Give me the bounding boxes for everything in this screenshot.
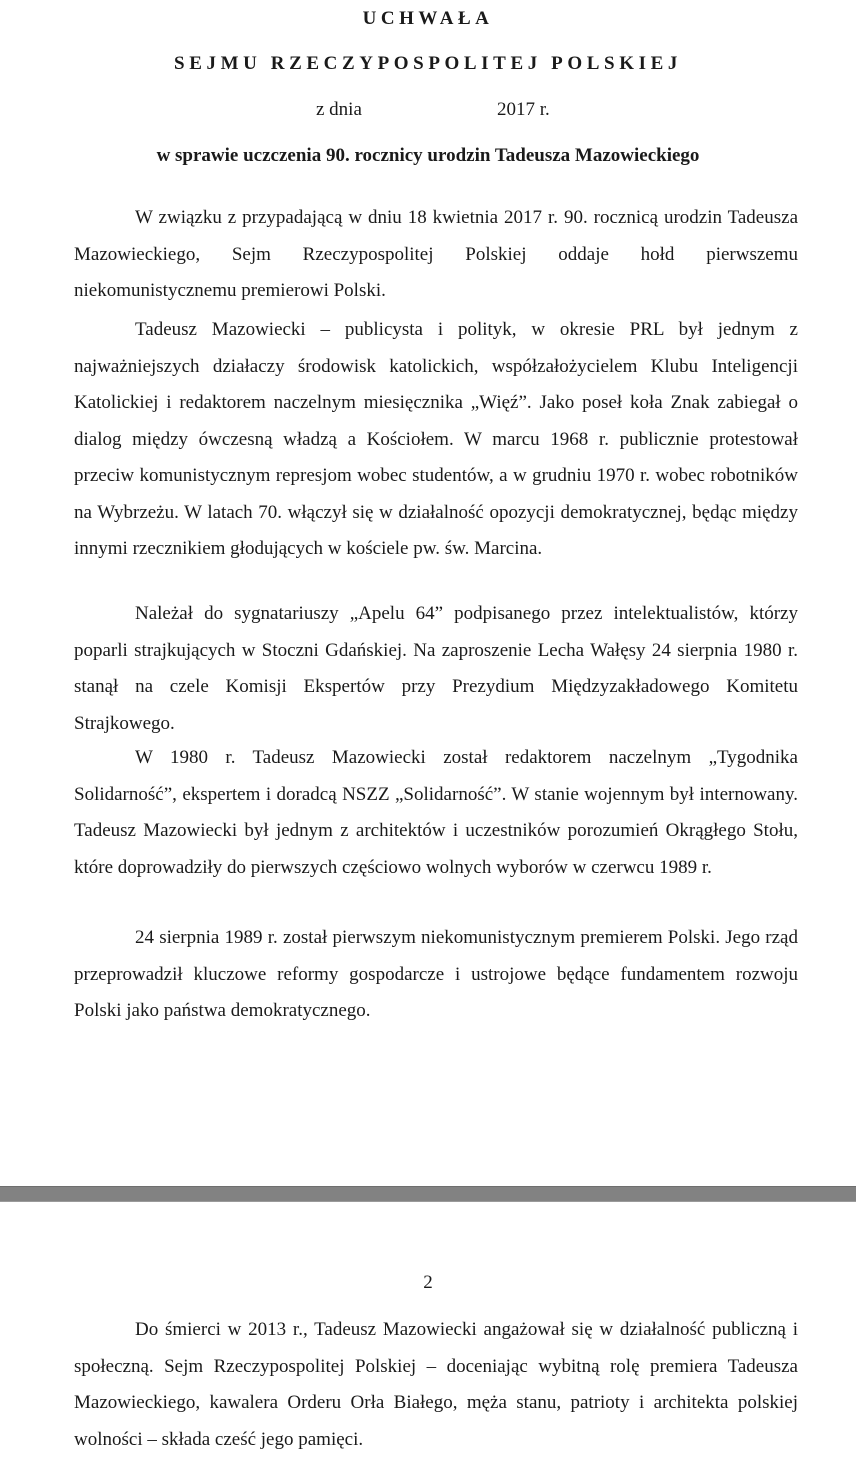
paragraph-text: 24 sierpnia 1989 r. został pierwszym niekomunistycznym premierem Polski. Jego rząd przeprowadził kluczowe reformy gospodarcze i ustrojowe będące fundamentem rozwoju Polski jako państwa demokratycznego.	[74, 927, 798, 1021]
paragraph-text: Do śmierci w 2013 r., Tadeusz Mazowiecki angażował się w działalność publiczną i społeczną. Sejm Rzeczypospolitej Polskiej – doceniając wybitną rolę premiera Tadeusza Mazowieckiego, kawalera Orderu Orła Białego, męża stanu, patrioty i architekta polskiej wolności – składa cześć jego pamięci.	[74, 1319, 798, 1450]
paragraph-5	[74, 920, 798, 1030]
document-page-2	[0, 1202, 856, 1466]
paragraph-text: Tadeusz Mazowiecki – publicysta i polityk, w okresie PRL był jednym z najważniejszych działaczy środowisk katolickich, współzałożycielem Klubu Inteligencji Katolickiej i redaktorem naczelnym miesięcznika „Więź”. Jako poseł koła Znak zabiegał o dialog między ówczesną władzą a Kościołem. W marcu 1968 r. publicznie protestował przeciw komunistycznym represjom wobec studentów, a w grudniu 1970 r. wobec robotników na Wybrzeżu. W latach 70. włączył się w działalność opozycji demokratycznej, będąc między innymi rzecznikiem głodujących w kościele pw. św. Marcina.	[74, 319, 798, 559]
paragraph-3	[74, 596, 798, 742]
paragraph-6	[74, 1312, 798, 1458]
paragraph-text: W związku z przypadającą w dniu 18 kwietnia 2017 r. 90. rocznicą urodzin Tadeusza Mazowieckiego, Sejm Rzeczypospolitej Polskiej oddaje hołd pierwszemu niekomunistycznemu premierowi Polski.	[74, 207, 798, 301]
document-subject: w sprawie uczczenia 90. rocznicy urodzin Tadeusza Mazowieckiego	[156, 145, 700, 166]
paragraph-2	[74, 312, 798, 568]
paragraph-text: W 1980 r. Tadeusz Mazowiecki został redaktorem naczelnym „Tygodnika Solidarność”, ekspertem i doradcą NSZZ „Solidarność”. W stanie wojennym był internowany. Tadeusz Mazowiecki był jednym z architektów i uczestników porozumień Okrągłego Stołu, które doprowadziły do pierwszych częściowo wolnych wyborów w czerwcu 1989 r.	[74, 747, 798, 878]
page-separator	[0, 1186, 856, 1202]
paragraph-text: Należał do sygnatariuszy „Apelu 64” podpisanego przez intelektualistów, którzy poparli strajkujących w Stoczni Gdańskiej. Na zaproszenie Lecha Wałęsy 24 sierpnia 1980 r. stanął na czele Komisji Ekspertów przy Prezydium Międzyzakładowego Komitetu Strajkowego.	[74, 603, 798, 734]
date-year: 2017 r.	[497, 99, 550, 120]
document-title: UCHWAŁA	[362, 8, 494, 29]
date-prefix: z dnia	[316, 99, 362, 120]
document-subtitle: SEJMU RZECZYPOSPOLITEJ POLSKIEJ	[174, 53, 682, 74]
page-number: 2	[423, 1272, 433, 1293]
paragraph-1	[74, 200, 798, 310]
paragraph-4	[74, 740, 798, 886]
